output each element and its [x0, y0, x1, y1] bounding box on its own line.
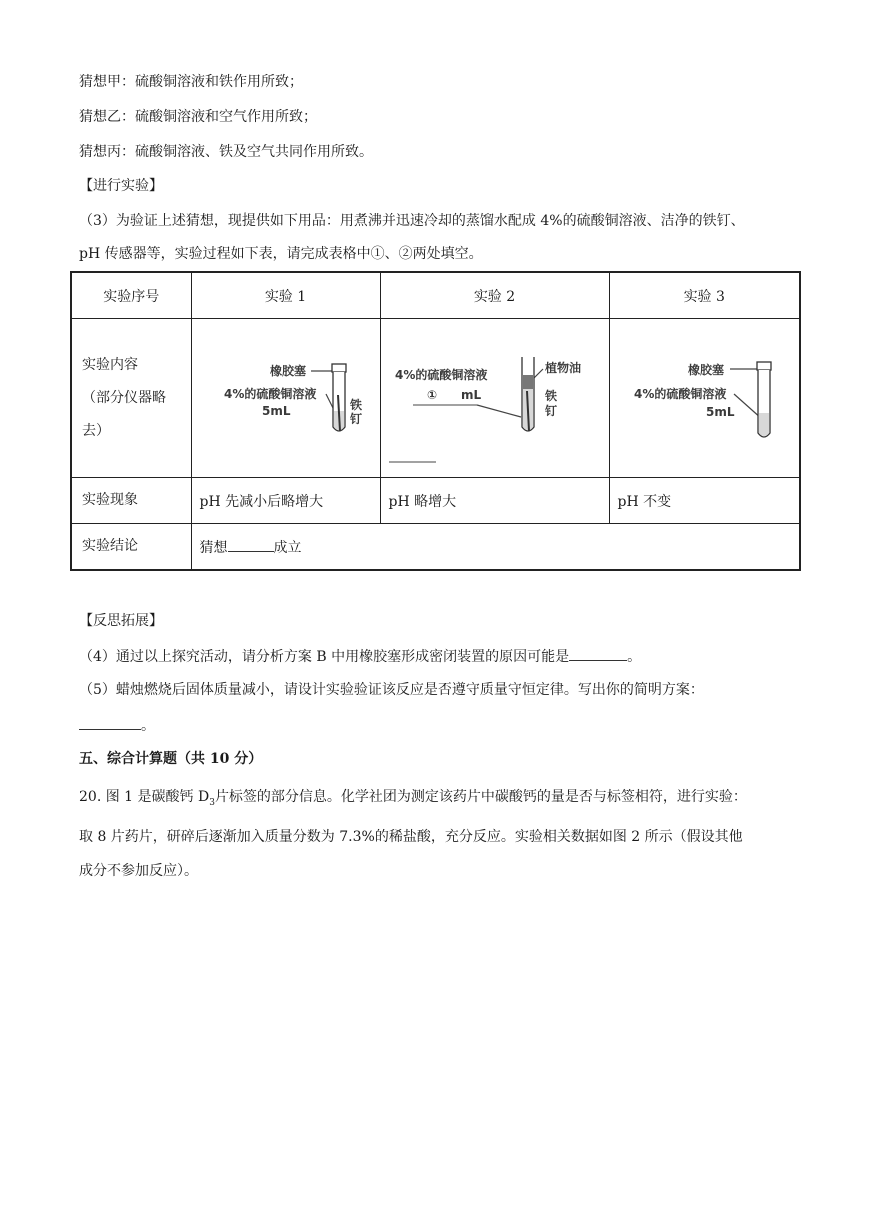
header-cell: 实验序号 [71, 272, 191, 319]
content-label-line: 去） [82, 422, 110, 439]
header-cell: 实验 2 [380, 272, 609, 319]
q5-answer-line [79, 715, 155, 735]
section-5-title: 五、综合计算题（共 10 分） [79, 751, 263, 767]
reflection-heading: 【反思拓展】 [79, 613, 163, 629]
conclusion-label-cell: 实验结论 [71, 524, 191, 571]
exp1-diagram [192, 319, 381, 477]
exp3-volume-label: 5mL [705, 405, 734, 419]
exp3-diagram-cell [609, 319, 800, 478]
exp2-blank-mark: ① [426, 388, 437, 402]
exp2-unit-label: mL [460, 388, 481, 402]
exp3-stopper-label: 橡胶塞 [687, 363, 724, 377]
experiment-table [70, 271, 801, 571]
q20-prefix: 20. 图 1 是碳酸钙 D [79, 789, 210, 805]
content-label-line: （部分仪器略 [82, 389, 166, 406]
exp2-nail-label: 钉 [544, 404, 557, 418]
header-cell: 实验 3 [609, 272, 800, 319]
q5-end: 。 [141, 718, 155, 734]
exp1-solution-label: 4%的硫酸铜溶液 [223, 387, 316, 401]
q20-line-1 [79, 788, 747, 812]
q3-line-2: pH 传感器等，实验过程如下表，请完成表格中①、②两处填空。 [79, 246, 483, 262]
table-header-row [71, 272, 800, 319]
exp1-diagram-cell [191, 319, 380, 478]
exp3-test-tube [757, 362, 771, 437]
exp1-nail-label: 铁 [349, 398, 362, 412]
exp3-diagram [610, 319, 801, 477]
exp1-nail-label: 钉 [349, 412, 362, 426]
observation-cell: pH 不变 [609, 478, 800, 524]
observation-cell: pH 略增大 [380, 478, 609, 524]
exp2-nail-label: 铁 [544, 389, 557, 403]
q5-blank [79, 715, 141, 730]
hypothesis-bing: 猜想丙：硫酸铜溶液、铁及空气共同作用所致。 [79, 144, 373, 160]
exp3-solution-label: 4%的硫酸铜溶液 [633, 387, 726, 401]
q20-line-2: 取 8 片药片，研碎后逐渐加入质量分数为 7.3%的稀盐酸，充分反应。实验相关数据如图 2 所示（假设其他 [79, 829, 743, 845]
q4-text: （4）通过以上探究活动，请分析方案 B 中用橡胶塞形成密闭装置的原因可能是 [79, 649, 570, 665]
exp1-test-tube [332, 364, 346, 431]
q4-blank [569, 646, 627, 661]
content-label-line: 实验内容 [82, 356, 138, 373]
exp2-test-tube [522, 357, 534, 431]
conclusion-prefix: 猜想 [199, 539, 228, 556]
q4-line [79, 646, 641, 666]
experiment-heading: 【进行实验】 [79, 178, 163, 194]
exp2-oil-label: 植物油 [544, 361, 581, 375]
table-conclusion-row [71, 524, 800, 571]
q3-line-1: （3）为验证上述猜想，现提供如下用品：用煮沸并迅速冷却的蒸馏水配成 4%的硫酸铜溶液、洁净的铁钉、 [79, 213, 745, 229]
content-label-cell [71, 319, 191, 478]
exp1-stopper-label: 橡胶塞 [269, 364, 306, 378]
table-content-row [71, 319, 800, 478]
q20-subscript: 3 [209, 797, 215, 808]
header-cell: 实验 1 [191, 272, 380, 319]
observation-cell: pH 先减小后略增大 [191, 478, 380, 524]
exp1-volume-label: 5mL [261, 404, 290, 418]
conclusion-suffix: 成立 [273, 539, 302, 556]
table-observation-row [71, 478, 800, 524]
hypothesis-jia: 猜想甲：硫酸铜溶液和铁作用所致； [79, 74, 303, 90]
exp2-diagram [381, 319, 610, 477]
q20-rest: 片标签的部分信息。化学社团为测定该药片中碳酸钙的量是否与标签相符，进行实验： [214, 789, 747, 805]
conclusion-cell [191, 524, 800, 571]
hypothesis-yi: 猜想乙：硫酸铜溶液和空气作用所致； [79, 109, 317, 125]
q4-end: 。 [627, 649, 642, 665]
exp2-solution-label: 4%的硫酸铜溶液 [394, 368, 487, 382]
conclusion-blank [228, 537, 274, 552]
q20-line-3: 成分不参加反应）。 [79, 863, 198, 879]
q5-line: （5）蜡烛燃烧后固体质量减小，请设计实验验证该反应是否遵守质量守恒定律。写出你的简明方案： [79, 682, 704, 698]
observation-label-cell: 实验现象 [71, 478, 191, 524]
exp2-diagram-cell [380, 319, 609, 478]
